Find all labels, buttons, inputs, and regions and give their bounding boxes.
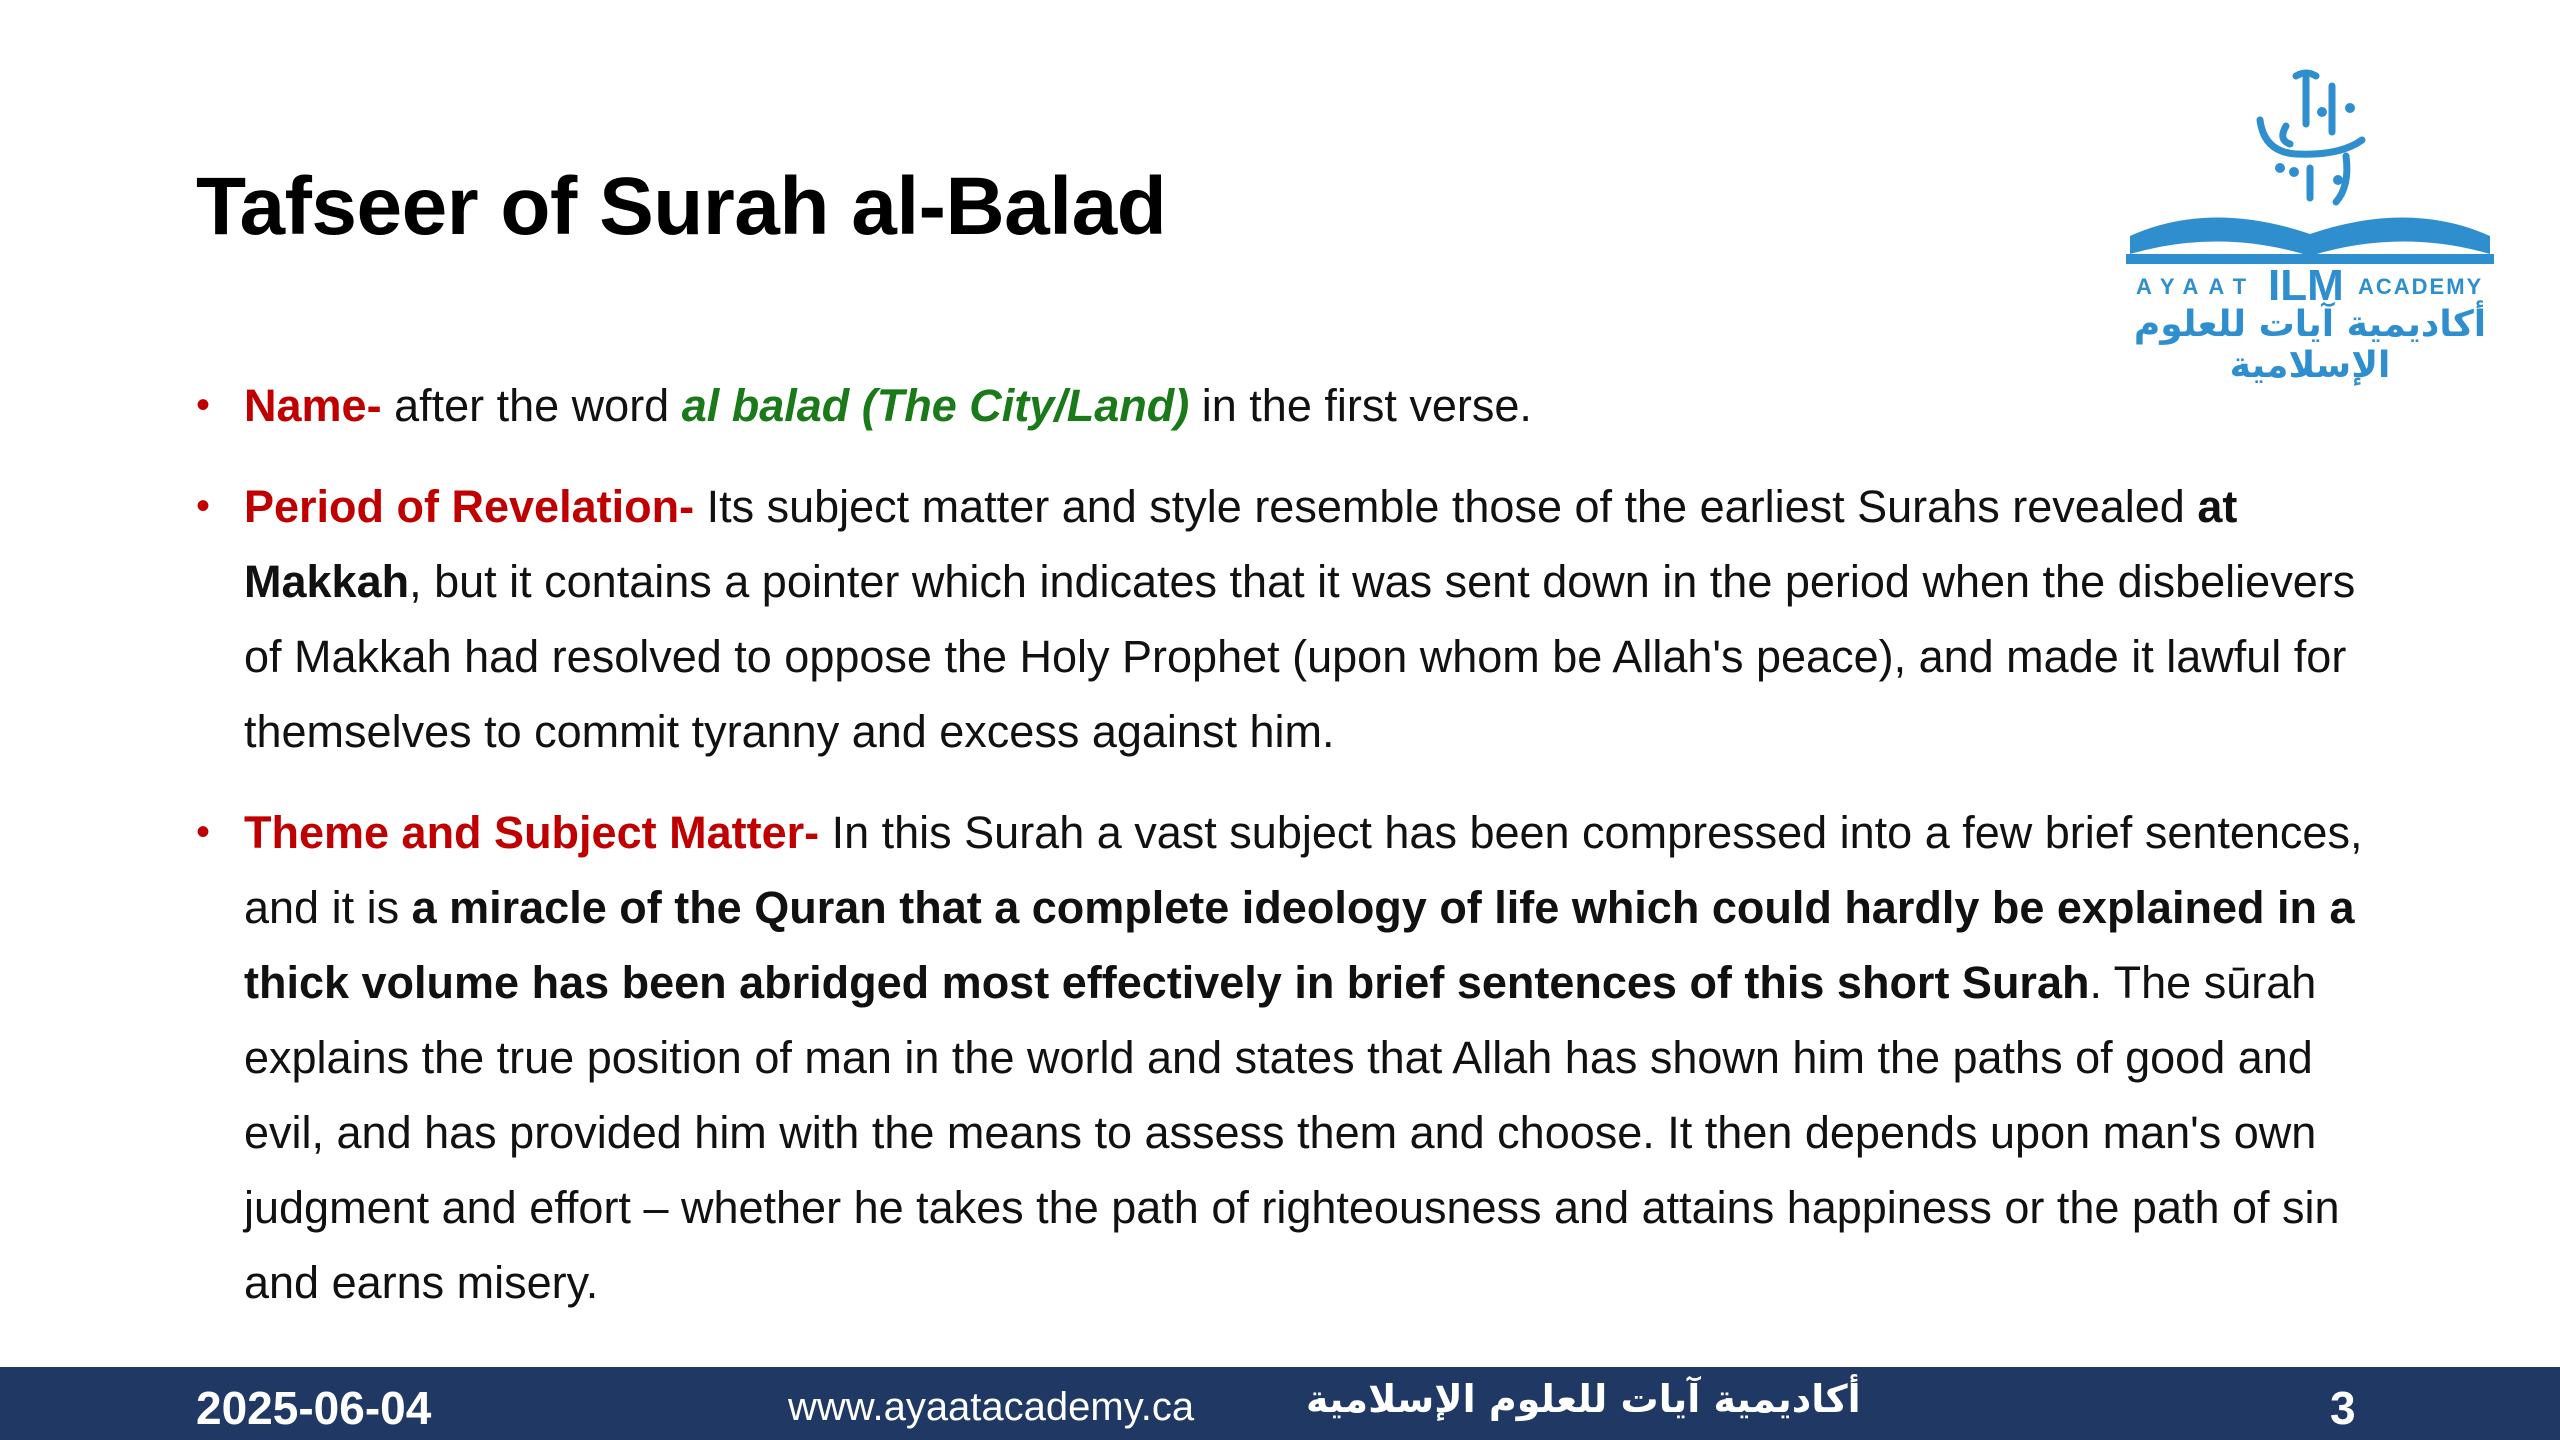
bullet-marker: •: [196, 383, 211, 427]
bullet-label: Name-: [244, 380, 382, 431]
logo-text-academy: ACADEMY: [2358, 274, 2484, 299]
bullet-marker: •: [196, 810, 211, 854]
bullet-highlight: al balad (The City/Land): [681, 380, 1190, 431]
footer-arabic-name: أكاديمية آيات للعلوم الإسلامية: [1306, 1377, 1861, 1421]
logo-text-ayaat: AYAAT: [2136, 274, 2257, 299]
bullet-label: Theme and Subject Matter-: [244, 807, 820, 858]
bullet-text: , but it contains a pointer which indicates that it was sent down in the period when the disbelievers of Makkah had resolved to oppose the Holy Prophet (upon whom be Allah's peace), and made it lawful for themselves to commit tyranny and excess against him.: [244, 556, 2356, 757]
bullet-text: in the first verse.: [1189, 380, 1532, 431]
slide-footer: [0, 1367, 2560, 1440]
bullet-period-of-revelation: [196, 469, 2376, 769]
footer-date: 2025-06-04: [196, 1382, 432, 1434]
bullet-text: after the word: [381, 380, 682, 431]
logo-arabic-name: أكاديمية آيات للعلوم الإسلامية: [2133, 304, 2487, 386]
bullet-bold-text: a miracle of the Quran that a complete ideology of life which could hardly be explained in a thick volume has been abridged most effectively in brief sentences of this short Surah: [244, 882, 2355, 1008]
bullet-name: [196, 368, 2376, 443]
bullet-marker: •: [196, 484, 211, 528]
bullet-theme: [196, 795, 2376, 1320]
logo-text-ilm: ILM: [2268, 261, 2344, 304]
bullet-text: Its subject matter and style resemble those of the earliest Surahs revealed: [694, 481, 2198, 532]
bullet-text: In this Surah a vast subject has been compressed into a few brief sentences, and it is: [244, 807, 2363, 933]
footer-url: www.ayaatacademy.ca: [788, 1385, 1195, 1429]
slide-title: Tafseer of Surah al-Balad: [196, 161, 1167, 252]
book-logo-icon: [2100, 68, 2520, 304]
page-number: 3: [2330, 1382, 2356, 1434]
bullet-text: . The sūrah explains the true position of man in the world and states that Allah has shown him the paths of good and evil, and has provided him with the means to assess them and choose. It then depends upon man's own judgment and effort – whether he takes the path of righteousness and attains happiness or the path of sin and earns misery.: [244, 957, 2340, 1308]
academy-logo: [2100, 68, 2520, 386]
bullet-bold-text: at Makkah: [244, 481, 2238, 607]
bullet-label: Period of Revelation-: [244, 481, 695, 532]
bullet-list: [196, 368, 2376, 1346]
